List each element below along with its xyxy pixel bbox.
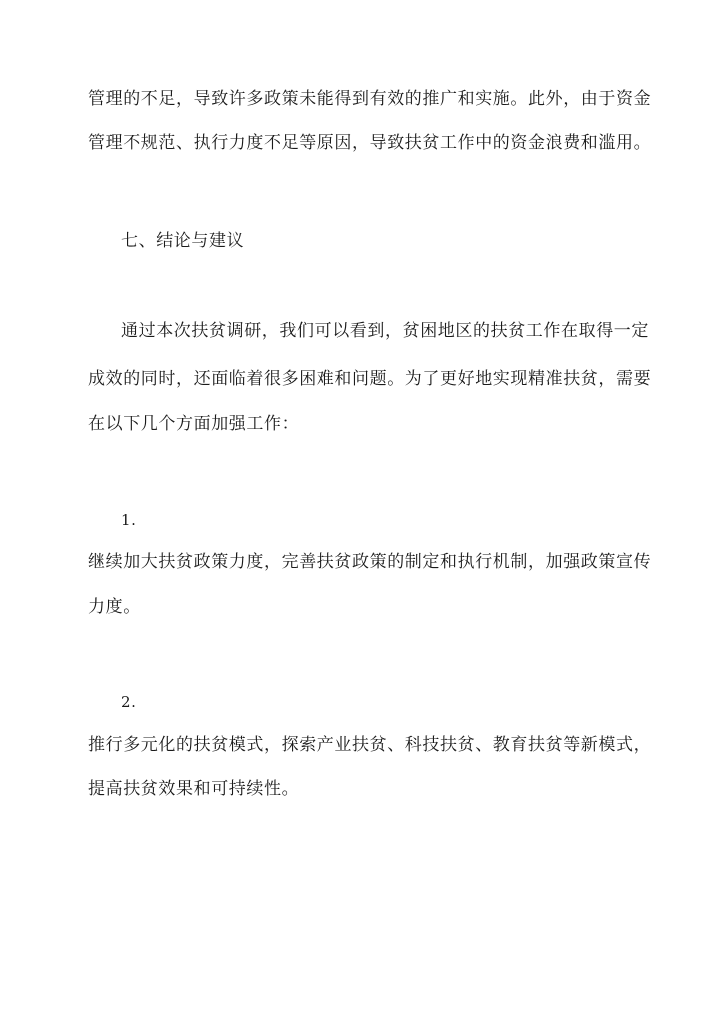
list-item-line: 提高扶贫效果和可持续性。 — [88, 779, 300, 799]
list-item-line: 继续加大扶贫政策力度，完善扶贫政策的制定和执行机制，加强政策宣传 — [88, 552, 652, 572]
paragraph-line: 在以下几个方面加强工作： — [88, 414, 300, 434]
paragraph-line: 管理的不足，导致许多政策未能得到有效的推广和实施。此外，由于资金 — [88, 89, 652, 109]
paragraph-line: 通过本次扶贫调研，我们可以看到，贫困地区的扶贫工作在取得一定 — [121, 321, 649, 341]
list-item-line: 力度。 — [88, 597, 141, 617]
section-heading: 七、结论与建议 — [121, 231, 245, 251]
list-item-number: 2. — [121, 693, 137, 711]
paragraph-line: 成效的同时，还面临着很多困难和问题。为了更好地实现精准扶贫，需要 — [88, 369, 652, 389]
paragraph-line: 管理不规范、执行力度不足等原因，导致扶贫工作中的资金浪费和滥用。 — [88, 133, 652, 153]
list-item-line: 推行多元化的扶贫模式，探索产业扶贫、科技扶贫、教育扶贫等新模式， — [88, 735, 652, 755]
list-item-number: 1. — [121, 511, 137, 529]
